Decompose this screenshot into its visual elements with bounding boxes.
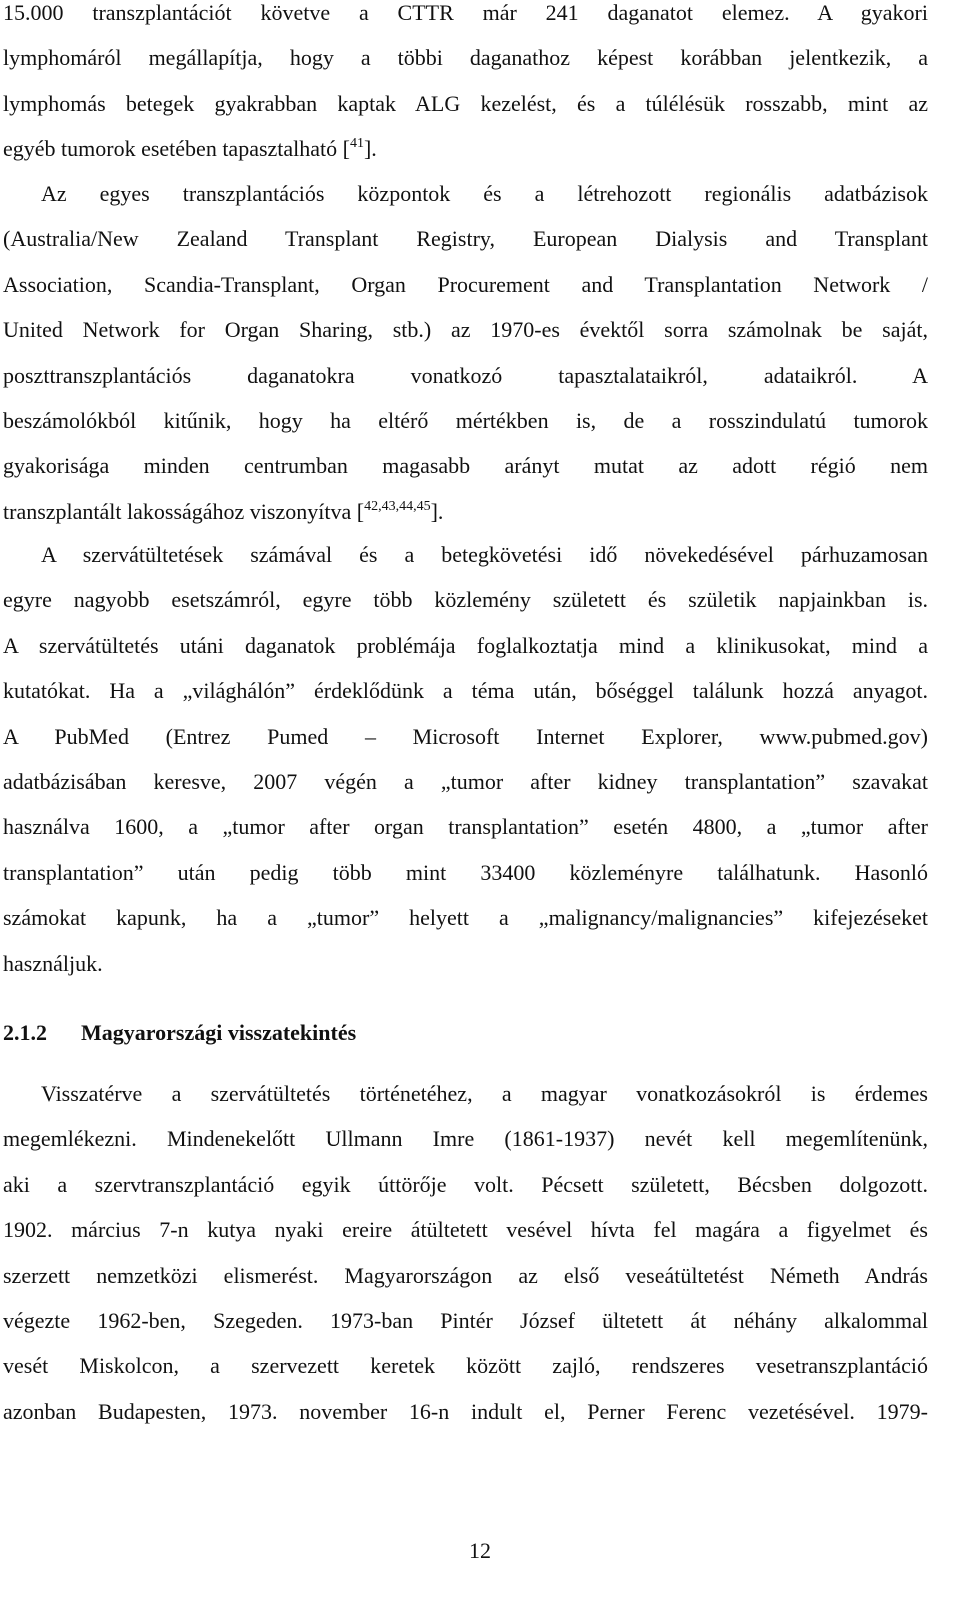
text-line: United Network for Organ Sharing, stb.) az 1970-es évektől sorra számolnak be saját, [3, 317, 928, 343]
text-line: Association, Scandia-Transplant, Organ Procurement and Transplantation Network / [3, 271, 928, 297]
text-fragment: ]. [430, 498, 444, 524]
section-title: Magyarországi visszatekintés [81, 1020, 357, 1045]
text-line [3, 489, 928, 534]
text-line: A szervátültetés utáni daganatok problémája foglalkoztatja mind a klinikusokat, mind a [3, 632, 928, 658]
text-line: egyre nagyobb esetszámról, egyre több közlemény született és születik napjainkban is. [3, 587, 928, 613]
text-line: lymphomáról megállapítja, hogy a többi daganathoz képest korábban jelentkezik, a [3, 45, 928, 71]
text-line: gyakorisága minden centrumban magasabb arányt mutat az adott régió nem [3, 453, 928, 479]
paragraph-registries [3, 171, 928, 534]
reference-superscript: 42,43,44,45 [364, 498, 431, 514]
text-fragment: ]. [363, 136, 377, 162]
text-fragment: egyéb tumorok esetében tapasztalható [ [3, 136, 350, 162]
text-line: szerzett nemzetközi elismerést. Magyarországon az első veseátültetést Németh András [3, 1262, 928, 1288]
page-number: 12 [469, 1538, 491, 1563]
text-line: lymphomás betegek gyakrabban kaptak ALG kezelést, és a túlélésük rosszabb, mint az [3, 90, 928, 116]
text-line: beszámolókból kitűnik, hogy ha eltérő mértékben is, de a rosszindulatú tumorok [3, 407, 928, 433]
section-number: 2.1.2 [3, 1020, 47, 1045]
text-line: poszttranszplantációs daganatokra vonatkozó tapasztalataikról, adataikról. A [3, 362, 928, 388]
text-line: A szervátültetések számával és a betegkövetési idő növekedésével párhuzamosan [41, 542, 928, 567]
text-line [3, 126, 928, 171]
reference-superscript: 41 [349, 136, 364, 152]
paragraph-hungarian-history [3, 1071, 928, 1434]
text-line: vesét Miskolcon, a szervezett keretek között zajló, rendszeres vesetranszplantáció [3, 1353, 928, 1379]
section-heading [3, 1010, 356, 1055]
text-line: azonban Budapesten, 1973. november 16-n indult el, Perner Ferenc vezetésével. 1979- [3, 1398, 928, 1424]
text-line: megemlékezni. Mindenekelőtt Ullmann Imre (1861-1937) nevét kell megemlítenünk, [3, 1126, 928, 1152]
text-line: kutatókat. Ha a „világhálón” érdeklődünk a téma után, bőséggel találunk hozzá anyagot. [3, 678, 928, 704]
text-line: végezte 1962-ben, Szegeden. 1973-ban Pintér József ültetett át néhány alkalommal [3, 1307, 928, 1333]
text-line: Az egyes transzplantációs központok és a létrehozott regionális adatbázisok [41, 181, 928, 206]
text-line: (Australia/New Zealand Transplant Registry, European Dialysis and Transplant [3, 226, 928, 252]
text-line: 1902. március 7-n kutya nyaki ereire átültetett vesével hívta fel magára a figyelmet és [3, 1217, 928, 1243]
text-line: Visszatérve a szervátültetés történetéhez, a magyar vonatkozásokról is érdemes [41, 1081, 928, 1106]
text-line: használva 1600, a „tumor after organ transplantation” esetén 4800, a „tumor after [3, 814, 928, 840]
text-line: transplantation” után pedig több mint 33400 közleményre találhatunk. Hasonló [3, 859, 928, 885]
text-line: adatbázisában keresve, 2007 végén a „tumor after kidney transplantation” szavakat [3, 768, 928, 794]
paragraph-lymphoma [3, 0, 928, 172]
text-line: használjuk. [3, 950, 103, 976]
text-line: A PubMed (Entrez Pumed – Microsoft Internet Explorer, www.pubmed.gov) [3, 723, 928, 749]
paragraph-publications [3, 532, 928, 986]
text-fragment: transzplantált lakosságához viszonyítva [ [3, 498, 365, 524]
text-line: aki a szervtranszplantáció egyik úttörője volt. Pécsett született, Bécsben dolgozott. [3, 1171, 928, 1197]
text-line: 15.000 transzplantációt követve a CTTR már 241 daganatot elemez. A gyakori [3, 0, 928, 25]
text-line: számokat kapunk, ha a „tumor” helyett a „malignancy/malignancies” kifejezéseket [3, 905, 928, 931]
